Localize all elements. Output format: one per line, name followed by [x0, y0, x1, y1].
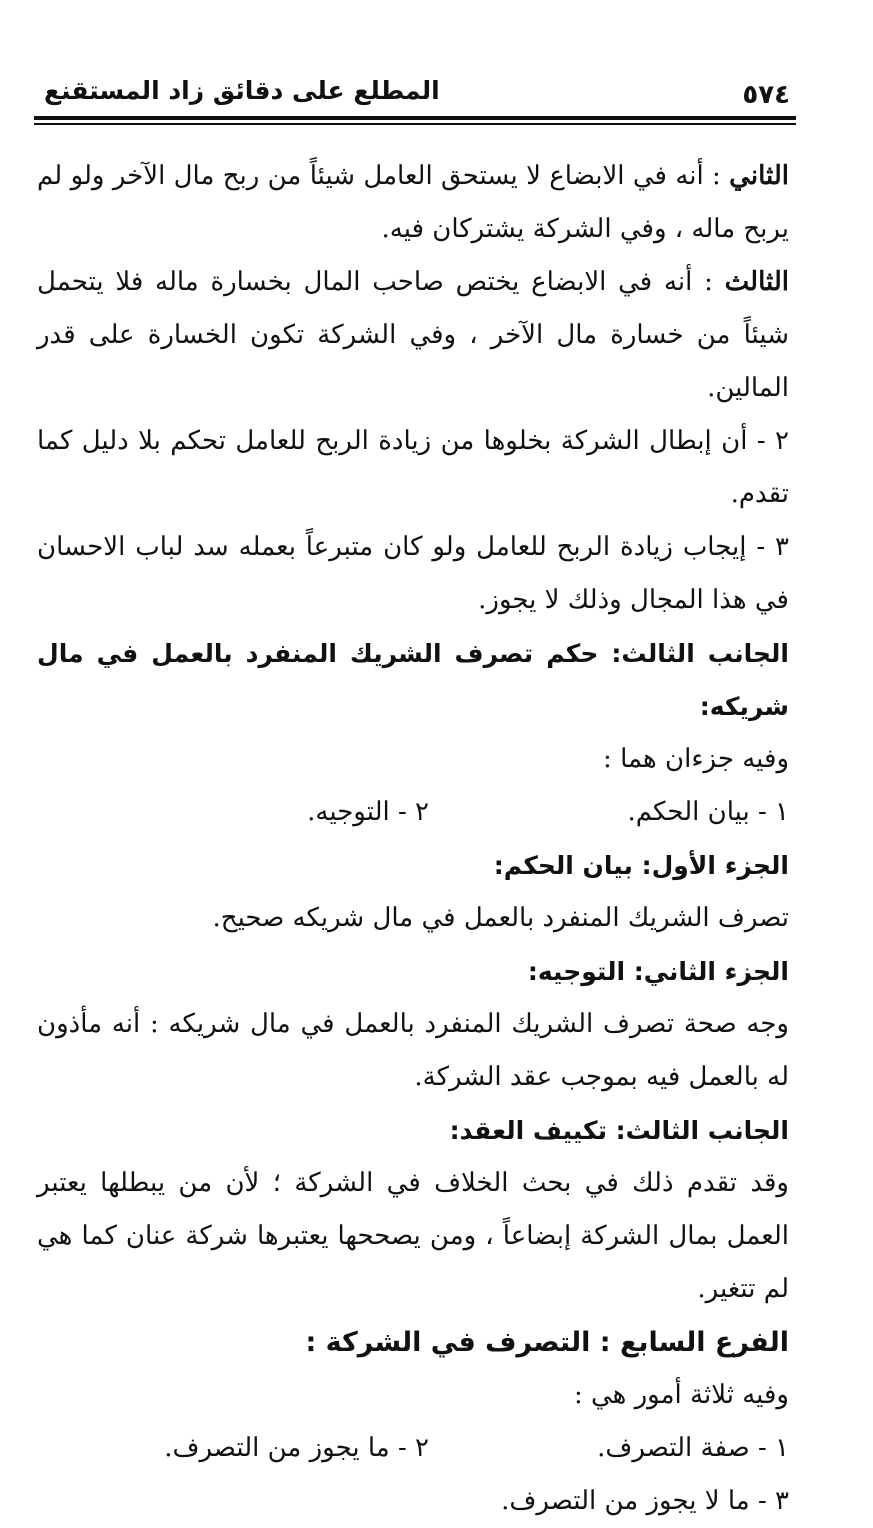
- page-header: [34, 72, 794, 112]
- section-heading: الجزء الأول: بيان الحكم:: [493, 851, 789, 880]
- paragraph: وقد تقدم ذلك في بحث الخلاف في الشركة ؛ لأن من يبطلها يعتبر العمل بمال الشركة إبضاعاً ، ومن يصححها يعتبرها شركة عنان كما هي لم تتغير.: [37, 1168, 789, 1304]
- numbered-list: [37, 1422, 789, 1475]
- paragraph-label: الثالث: [724, 267, 789, 297]
- list-item: ١ - بيان الحكم.: [627, 797, 789, 827]
- section-heading: الجانب الثالث: حكم تصرف الشريك المنفرد بالعمل في مال شريكه:: [37, 639, 789, 721]
- list-item: ٢ - ما يجوز من التصرف.: [164, 1433, 429, 1463]
- paragraph-label: الثاني: [729, 161, 789, 191]
- list-item: ١ - صفة التصرف.: [597, 1433, 789, 1463]
- numbered-list: [37, 786, 789, 839]
- list-item: ٢ - التوجيه.: [307, 797, 429, 827]
- header-rule-thin: [34, 123, 796, 125]
- section-heading: الفرع السابع : التصرف في الشركة :: [305, 1327, 789, 1358]
- list-item: ٣ - ما لا يجوز من التصرف.: [501, 1486, 789, 1516]
- paragraph: [37, 256, 789, 415]
- paragraph: [37, 150, 789, 256]
- page-number: ٥٧٤: [742, 80, 790, 110]
- paragraph: وفيه جزءان هما :: [603, 744, 789, 774]
- paragraph: وجه صحة تصرف الشريك المنفرد بالعمل في مال شريكه : أنه مأذون له بالعمل فيه بموجب عقد الشركة.: [37, 1009, 789, 1092]
- running-title: المطلع على دقائق زاد المستقنع: [44, 76, 440, 105]
- main-text: [37, 150, 789, 1528]
- section-heading: الجانب الثالث: تكييف العقد:: [449, 1116, 789, 1145]
- paragraph: وفيه ثلاثة أمور هي :: [573, 1380, 789, 1410]
- paragraph-text: : أنه في الابضاع لا يستحق العامل شيئاً من ربح مال الآخر ولو لم يربح ماله ، وفي الشركة يشتركان فيه.: [37, 161, 789, 244]
- paragraph: ٢ - أن إبطال الشركة بخلوها من زيادة الربح للعامل تحكم بلا دليل كما تقدم.: [37, 426, 789, 509]
- paragraph: ٣ - إيجاب زيادة الربح للعامل ولو كان متبرعاً بعمله سد لباب الاحسان في هذا المجال وذلك لا يجوز.: [37, 532, 789, 615]
- section-heading: الجزء الثاني: التوجيه:: [527, 957, 789, 986]
- paragraph: تصرف الشريك المنفرد بالعمل في مال شريكه صحيح.: [212, 903, 789, 933]
- header-rule-thick: [34, 116, 796, 120]
- paragraph-text: : أنه في الابضاع يختص صاحب المال بخسارة ماله فلا يتحمل شيئاً من خسارة مال الآخر ، وفي الشركة تكون الخسارة على قدر المالين.: [37, 267, 789, 403]
